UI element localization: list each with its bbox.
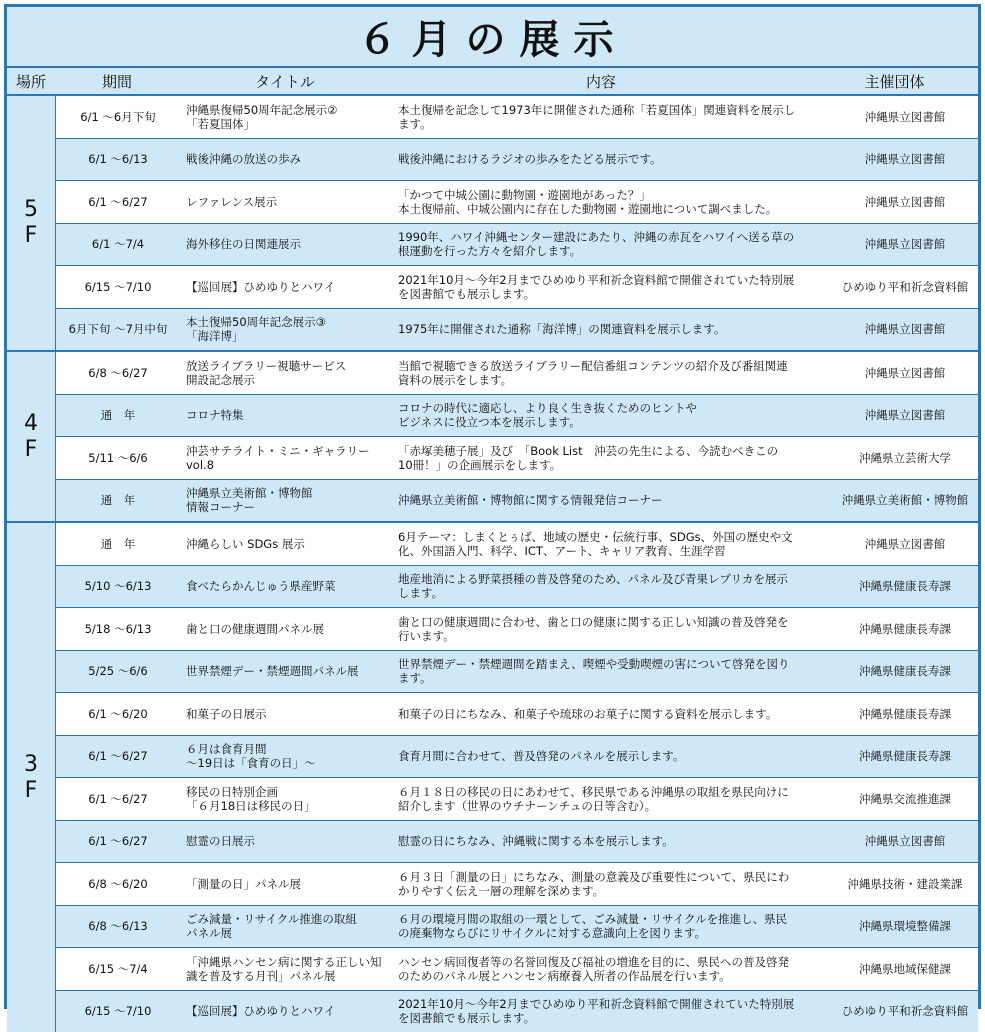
org-cell: ひめゆり平和祈念資料館	[832, 1004, 978, 1018]
table-row	[56, 821, 978, 864]
org-cell: 沖縄県立図書館	[832, 152, 978, 166]
period-cell: 5/25 ～6/6	[56, 664, 180, 678]
title-cell: 「測量の日」パネル展	[180, 877, 392, 891]
content-cell: 戦後沖縄におけるラジオの歩みをたどる展示です。	[392, 152, 832, 166]
content-cell: 1975年に開催された通称「海洋博」の関連資料を展示します。	[392, 322, 832, 336]
floor-label	[7, 523, 56, 1032]
org-cell: 沖縄県立美術館・博物館	[832, 493, 978, 507]
exhibit-schedule	[4, 4, 981, 1009]
period-cell: 6/15 ～7/4	[56, 962, 180, 976]
title-cell: 本土復帰50周年記念展示③ 「海洋博」	[180, 315, 392, 343]
org-cell: 沖縄県健康長寿課	[832, 749, 978, 763]
floor-section	[7, 96, 978, 352]
content-cell: 「赤塚美穂子展」及び 「Book List 沖芸の先生による、今読むべきこの 10冊！」の企画展示をします。	[392, 444, 832, 472]
content-cell: 「かつて中城公園に動物園・遊園地があった？」 本土復帰前、中城公園内に存在した動物園・遊園地について調べました。	[392, 188, 832, 216]
content-cell: コロナの時代に適応し、より良く生き抜くためのヒントや ビジネスに役立つ本を展示します。	[392, 401, 832, 429]
page-title: ６月の展示	[7, 7, 978, 68]
title-cell: 和菓子の日展示	[180, 707, 392, 721]
period-cell: 6/15 ～7/10	[56, 1004, 180, 1018]
content-cell: 歯と口の健康週間に合わせ、歯と口の健康に関する正しい知識の普及啓発を 行います。	[392, 615, 832, 643]
org-cell: 沖縄県交流推進課	[832, 792, 978, 806]
period-cell: 6/1 ～6/27	[56, 834, 180, 848]
org-cell: 沖縄県技術・建設業課	[832, 877, 978, 891]
table-row	[56, 352, 978, 395]
table-row	[56, 693, 978, 736]
title-cell: 放送ライブラリー視聴サービス 開設記念展示	[180, 359, 392, 387]
title-cell: 戦後沖縄の放送の歩み	[180, 152, 392, 166]
content-cell: 慰霊の日にちなみ、沖縄戦に関する本を展示します。	[392, 834, 832, 848]
floor-number: 5	[24, 197, 38, 223]
content-cell: 和菓子の日にちなみ、和菓子や琉球のお菓子に関する資料を展示します。	[392, 707, 832, 721]
table-row	[56, 906, 978, 949]
period-cell: 6/1 ～6/27	[56, 195, 180, 209]
floor-label	[7, 352, 56, 521]
period-cell: 6/8 ～6/13	[56, 919, 180, 933]
period-cell: 6/1 ～6/27	[56, 749, 180, 763]
content-cell: ６月３日「測量の日」にちなみ、測量の意義及び重要性について、県民にわ かりやすく伝え一層の理解を深めます。	[392, 870, 832, 898]
floor-label	[7, 96, 56, 350]
floor-number: 4	[24, 411, 38, 437]
period-cell: 6/1 ～7/4	[56, 237, 180, 251]
period-cell: 6/8 ～6/20	[56, 877, 180, 891]
table-row	[56, 437, 978, 480]
content-cell: ６月の環境月間の取組の一環として、ごみ減量・リサイクルを推進し、県民 の廃棄物ならびにリサイクルに対する意識向上を図ります。	[392, 912, 832, 940]
content-cell: ６月１８日の移民の日にあわせて、移民県である沖縄県の取組を県民向けに 紹介します（世界のウチナーンチュの日等含む）。	[392, 785, 832, 813]
table-row	[56, 863, 978, 906]
table-row	[56, 651, 978, 694]
org-cell: 沖縄県立図書館	[832, 110, 978, 124]
title-cell: 【巡回展】ひめゆりとハワイ	[180, 280, 392, 294]
title-cell: 移民の日特別企画 「６月18日は移民の日」	[180, 785, 392, 813]
floor-number: 3	[24, 752, 38, 778]
org-cell: 沖縄県立図書館	[832, 834, 978, 848]
period-cell: 6/1 ～6月下旬	[56, 110, 180, 124]
table-row	[56, 736, 978, 779]
org-cell: 沖縄県健康長寿課	[832, 579, 978, 593]
org-cell: 沖縄県立図書館	[832, 537, 978, 551]
org-cell: 沖縄県立図書館	[832, 322, 978, 336]
content-cell: 6月テーマ：しまくとぅば、地域の歴史・伝統行事、SDGs、外国の歴史や文 化、外国語入門、科学、ICT、アート、キャリア教育、生涯学習	[392, 530, 832, 558]
floor-rows	[56, 523, 978, 1032]
title-cell: 海外移住の日関連展示	[180, 237, 392, 251]
period-cell: 6月下旬 ～7月中旬	[56, 322, 180, 336]
floor-suffix: F	[25, 223, 38, 249]
period-cell: 6/1 ～6/13	[56, 152, 180, 166]
content-cell: 2021年10月～今年2月までひめゆり平和祈念資料館で開催されていた特別展 を図書館でも展示します。	[392, 273, 832, 301]
title-cell: レファレンス展示	[180, 195, 392, 209]
table-row	[56, 566, 978, 609]
title-cell: ごみ減量・リサイクル推進の取組 パネル展	[180, 912, 392, 940]
header-period: 期間	[55, 71, 179, 92]
period-cell: 5/18 ～6/13	[56, 622, 180, 636]
org-cell: 沖縄県立図書館	[832, 408, 978, 422]
title-cell: 食べたらかんじゅう県産野菜	[180, 579, 392, 593]
table-row	[56, 96, 978, 139]
period-cell: 6/1 ～6/20	[56, 707, 180, 721]
content-cell: 食育月間に合わせて、普及啓発のパネルを展示します。	[392, 749, 832, 763]
content-cell: ハンセン病回復者等の名誉回復及び福祉の増進を目的に、県民への普及啓発 のためのパネル展とハンセン病療養入所者の作品展を行います。	[392, 955, 832, 983]
content-cell: 沖縄県立美術館・博物館に関する情報発信コーナー	[392, 493, 832, 507]
floor-section	[7, 352, 978, 523]
title-cell: 世界禁煙デー・禁煙週間パネル展	[180, 664, 392, 678]
header-title: タイトル	[179, 71, 391, 92]
title-cell: 沖縄県復帰50周年記念展示② 「若夏国体」	[180, 103, 392, 131]
title-cell: 【巡回展】ひめゆりとハワイ	[180, 1004, 392, 1018]
org-cell: 沖縄県健康長寿課	[832, 664, 978, 678]
floor-suffix: F	[25, 437, 38, 463]
table-row	[56, 991, 978, 1032]
title-cell: 沖縄らしい SDGs 展示	[180, 537, 392, 551]
org-cell: 沖縄県立図書館	[832, 195, 978, 209]
org-cell: 沖縄県立図書館	[832, 366, 978, 380]
floor-suffix: F	[25, 778, 38, 804]
title-cell: 「沖縄県ハンセン病に関する正しい知 識を普及する月刊」パネル展	[180, 955, 392, 983]
title-cell: コロナ特集	[180, 408, 392, 422]
content-cell: 地産地消による野菜摂種の普及啓発のため、パネル及び青果レプリカを展示 します。	[392, 572, 832, 600]
period-cell: 6/8 ～6/27	[56, 366, 180, 380]
table-row	[56, 224, 978, 267]
content-cell: 本土復帰を記念して1973年に開催された通称「若夏国体」関連資料を展示し ます。	[392, 103, 832, 131]
floor-rows	[56, 96, 978, 350]
period-cell: 通 年	[56, 493, 180, 507]
table-row	[56, 480, 978, 522]
content-cell: 当館で視聴できる放送ライブラリー配信番組コンテンツの紹介及び番組関連 資料の展示をします。	[392, 359, 832, 387]
org-cell: ひめゆり平和祈念資料館	[832, 280, 978, 294]
table-row	[56, 181, 978, 224]
org-cell: 沖縄県地域保健課	[832, 962, 978, 976]
table-row	[56, 395, 978, 438]
org-cell: 沖縄県健康長寿課	[832, 707, 978, 721]
floor-rows	[56, 352, 978, 521]
title-cell: 歯と口の健康週間パネル展	[180, 622, 392, 636]
period-cell: 5/10 ～6/13	[56, 579, 180, 593]
floor-section	[7, 523, 978, 1032]
content-cell: 1990年、ハワイ沖縄センター建設にあたり、沖縄の赤瓦をハワイへ送る草の 根運動を行った方々を紹介します。	[392, 230, 832, 258]
org-cell: 沖縄県健康長寿課	[832, 622, 978, 636]
table-row	[56, 139, 978, 182]
title-cell: 沖芸サテライト・ミニ・ギャラリー vol.8	[180, 444, 392, 472]
floor-sections	[7, 96, 978, 1032]
header-content: 内容	[391, 71, 811, 92]
table-row	[56, 523, 978, 566]
table-row	[56, 266, 978, 309]
org-cell: 沖縄県環境整備課	[832, 919, 978, 933]
table-row	[56, 948, 978, 991]
header-place: 場所	[7, 71, 55, 92]
period-cell: 6/1 ～6/27	[56, 792, 180, 806]
title-cell: 慰霊の日展示	[180, 834, 392, 848]
org-cell: 沖縄県立芸術大学	[832, 451, 978, 465]
table-header	[7, 68, 978, 96]
header-org: 主催団体	[811, 71, 978, 92]
content-cell: 世界禁煙デー・禁煙週間を踏まえ、喫煙や受動喫煙の害について啓発を図り ます。	[392, 657, 832, 685]
table-row	[56, 608, 978, 651]
title-cell: 沖縄県立美術館・博物館 情報コーナー	[180, 486, 392, 514]
content-cell: 2021年10月～今年2月までひめゆり平和祈念資料館で開催されていた特別展 を図書館でも展示します。	[392, 997, 832, 1025]
period-cell: 通 年	[56, 408, 180, 422]
org-cell: 沖縄県立図書館	[832, 237, 978, 251]
period-cell: 通 年	[56, 537, 180, 551]
period-cell: 5/11 ～6/6	[56, 451, 180, 465]
table-row	[56, 778, 978, 821]
title-cell: ６月は食育月間 ～19日は「食育の日」～	[180, 742, 392, 770]
table-row	[56, 309, 978, 351]
period-cell: 6/15 ～7/10	[56, 280, 180, 294]
